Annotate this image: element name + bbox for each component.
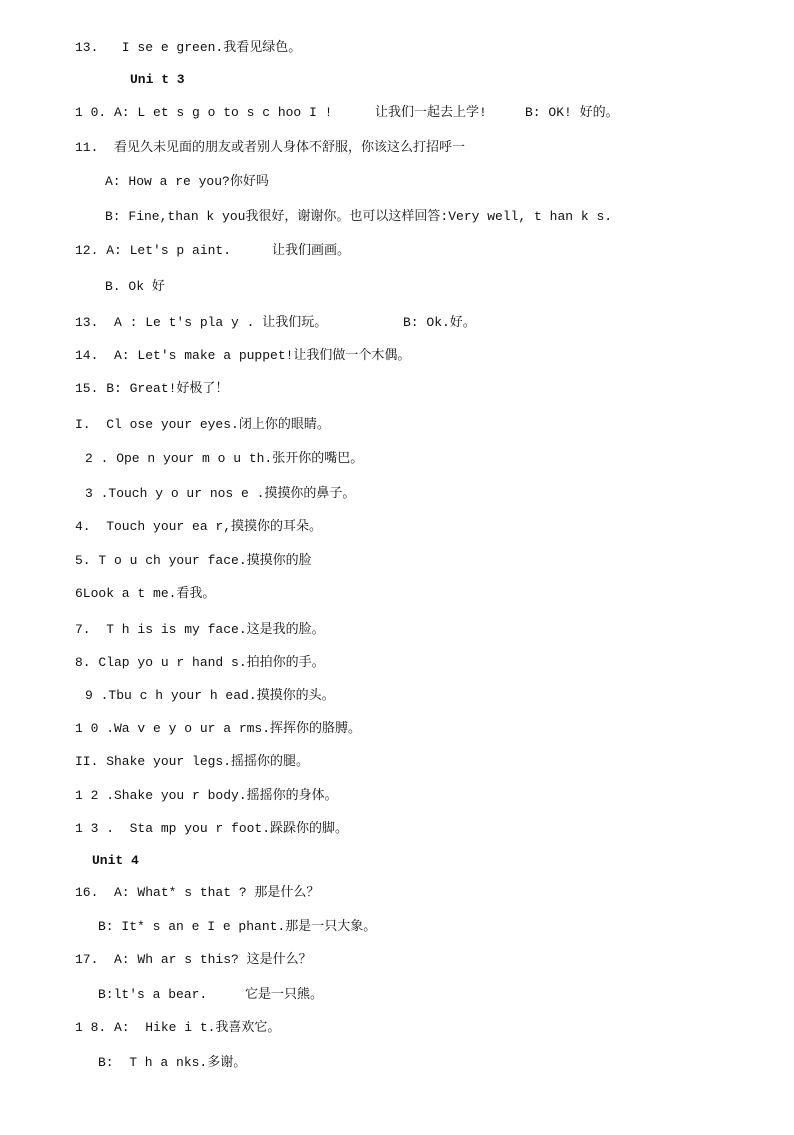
sentence-line: 6Look a t me.看我。 xyxy=(75,586,216,601)
sentence-translation: 让我们一起去上学! xyxy=(375,105,487,120)
sentence-line: 4. Touch your ea r,摸摸你的耳朵。 xyxy=(75,519,323,534)
sentence-line: 13. I se e green.我看见绿色。 xyxy=(75,40,302,55)
sentence-line: 1 0 .Wa v e y o ur a rms.挥挥你的胳膊。 xyxy=(75,721,362,736)
sentence-line: 12. A: Let's p aint. xyxy=(75,243,232,258)
sentence-line: 13. A : Le t's pla y . 让我们玩。 xyxy=(75,315,328,330)
sentence-line: 1 2 .Shake you r body.摇摇你的身体。 xyxy=(75,788,338,803)
sentence-line: 7. T h is is my face.这是我的脸。 xyxy=(75,622,325,637)
sentence-response: B: OK! 好的。 xyxy=(525,105,619,120)
sentence-line: B: It* s an e I e phant.那是一只大象。 xyxy=(98,919,377,934)
sentence-line: A: How a re you?你好吗 xyxy=(105,174,269,189)
sentence-line: B: T h a nks.多谢。 xyxy=(98,1055,247,1070)
sentence-line: 11. 看见久未见面的朋友或者别人身体不舒服，你该这么打招呼一 xyxy=(75,140,466,155)
sentence-line: II. Shake your legs.摇摇你的腿。 xyxy=(75,754,310,769)
sentence-line: 2 . Ope n your m o u th.张开你的嘴巴。 xyxy=(85,451,364,466)
sentence-line: 8. Clap yo u r hand s.拍拍你的手。 xyxy=(75,655,325,670)
sentence-line: B:lt's a bear. xyxy=(98,987,208,1002)
sentence-line: 14. A: Let's make a puppet!让我们做一个木偶。 xyxy=(75,348,411,363)
sentence-translation: 让我们画画。 xyxy=(272,243,351,258)
sentence-line: 1 3 . Sta mp you r foot.跺跺你的脚。 xyxy=(75,821,349,836)
sentence-line: I. Cl ose your eyes.闭上你的眼睛。 xyxy=(75,417,330,432)
sentence-line: B. Ok 好 xyxy=(105,279,165,294)
sentence-translation: 它是一只熊。 xyxy=(245,987,324,1002)
sentence-line: 17. A: Wh ar s this? 这是什么？ xyxy=(75,952,312,967)
sentence-line: 16. A: What* s that ? 那是什么？ xyxy=(75,885,320,900)
sentence-line: 9 .Tbu c h your h ead.摸摸你的头。 xyxy=(85,688,335,703)
unit-heading: Unit 4 xyxy=(92,853,139,868)
sentence-response: B: Ok.好。 xyxy=(403,315,476,330)
sentence-line: 15. B: Great!好极了！ xyxy=(75,381,229,396)
sentence-line: 1 8. A: Hike i t.我喜欢它。 xyxy=(75,1020,281,1035)
sentence-line: B: Fine,than k you我很好，谢谢你。也可以这样回答:Very well, t han k s. xyxy=(105,209,613,224)
sentence-line: 3 .Touch y o ur nos e .摸摸你的鼻子。 xyxy=(85,486,356,501)
unit-heading: Uni t 3 xyxy=(130,72,185,87)
sentence-line: 5. T o u ch your face.摸摸你的脸 xyxy=(75,553,312,568)
sentence-line: 1 0. A: L et s g o to s c hoo I ! xyxy=(75,105,333,120)
